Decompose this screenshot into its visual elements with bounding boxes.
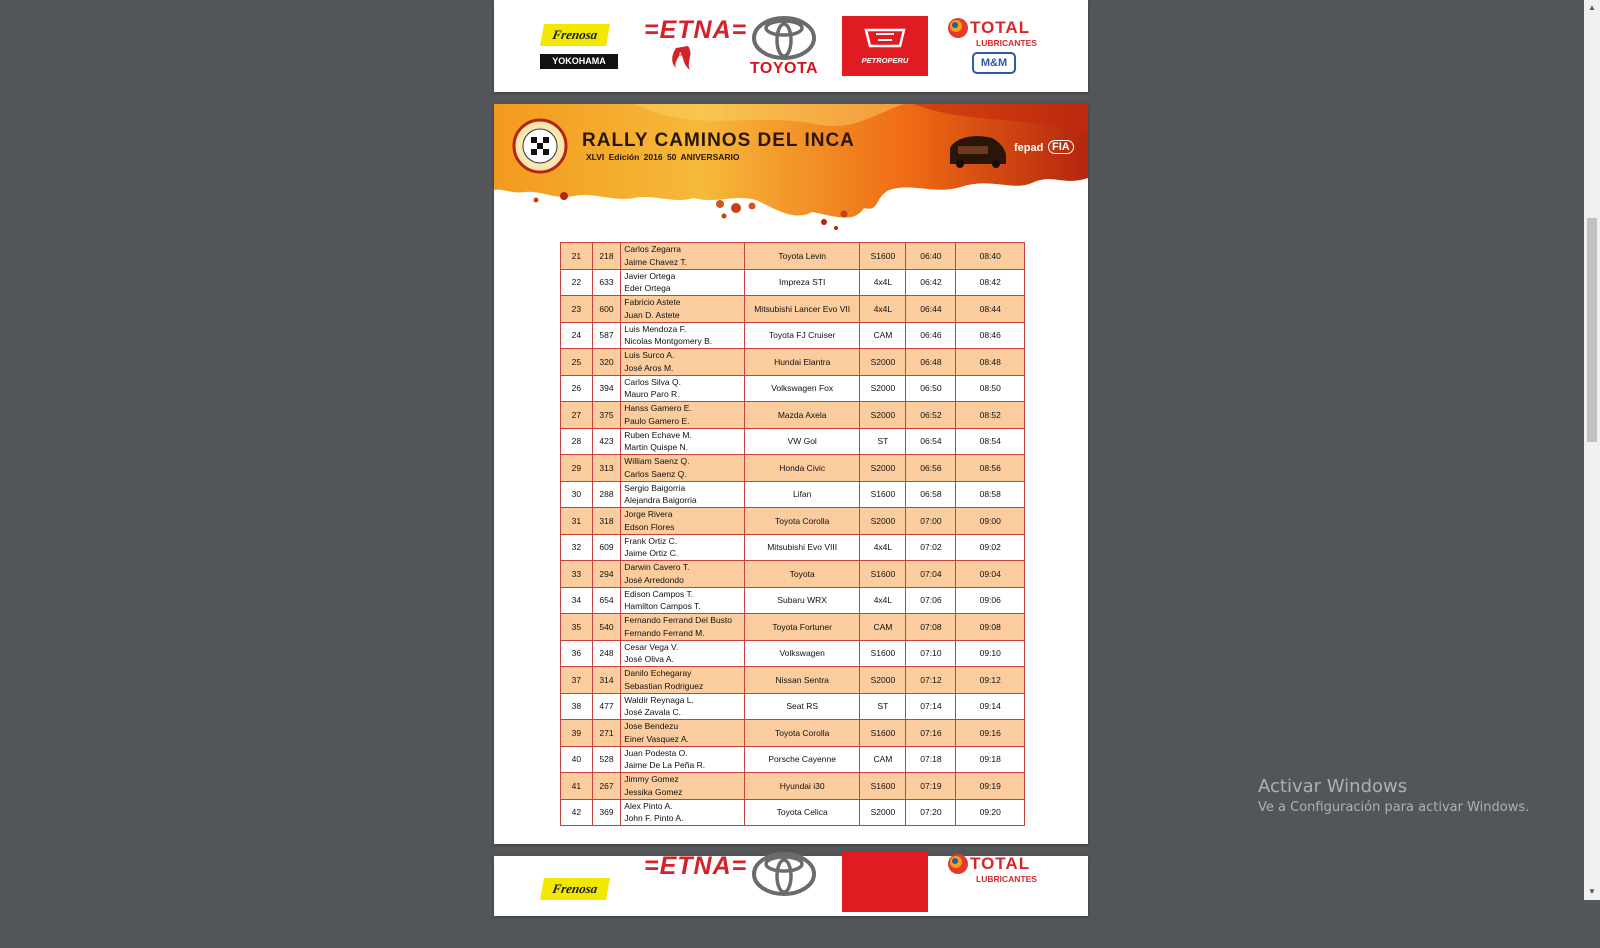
position-cell: 35: [561, 614, 593, 641]
arrival-time-cell: 09:20: [956, 799, 1025, 826]
class-cell: S2000: [860, 799, 906, 826]
codriver-name: Jaime Ortiz C.: [624, 548, 679, 559]
position-cell: 23: [561, 296, 593, 323]
crew-cell: [621, 402, 745, 429]
start-time-cell: 07:19: [906, 773, 956, 800]
driver-name: Fabricio Astete: [624, 297, 681, 308]
car-number-cell: 218: [592, 243, 621, 270]
total-sub-text: LUBRICANTES: [976, 38, 1037, 48]
frenosa-logo: Frenosa: [540, 24, 610, 46]
car-number-cell: 587: [592, 322, 621, 349]
start-time-cell: 07:10: [906, 640, 956, 667]
position-cell: 41: [561, 773, 593, 800]
position-cell: 30: [561, 481, 593, 508]
crew-cell: [621, 667, 745, 694]
pdf-page-bottom: [494, 852, 1088, 916]
pdf-page-main: [494, 104, 1088, 844]
start-time-cell: 07:20: [906, 799, 956, 826]
driver-name: Carlos Zegarra: [624, 244, 681, 255]
total-swirl-icon: [946, 16, 970, 40]
arrival-time-cell: 09:16: [956, 720, 1025, 747]
start-time-cell: 06:44: [906, 296, 956, 323]
arrival-time-cell: 08:46: [956, 322, 1025, 349]
table-row: [561, 561, 1025, 588]
car-model-cell: Porsche Cayenne: [744, 746, 859, 773]
car-model-cell: Mazda Axela: [744, 402, 859, 429]
table-row: [561, 455, 1025, 482]
codriver-name: Jaime De La Peña R.: [624, 760, 706, 771]
class-cell: S1600: [860, 561, 906, 588]
position-cell: 33: [561, 561, 593, 588]
start-time-cell: 06:46: [906, 322, 956, 349]
start-time-cell: 07:00: [906, 508, 956, 535]
car-number-cell: 477: [592, 693, 621, 720]
table-row: [561, 773, 1025, 800]
car-number-cell: 294: [592, 561, 621, 588]
driver-name: Juan Podesta O.: [624, 747, 688, 758]
class-cell: CAM: [860, 746, 906, 773]
codriver-name: Edson Flores: [624, 521, 675, 532]
car-number-cell: 375: [592, 402, 621, 429]
car-model-cell: Honda Civic: [744, 455, 859, 482]
driver-name: Carlos Silva Q.: [624, 376, 681, 387]
codriver-name: Nicolas Montgomery B.: [624, 336, 713, 347]
codriver-name: José Oliva A.: [624, 654, 674, 665]
pdf-page-top: [494, 0, 1088, 92]
table-row: [561, 481, 1025, 508]
driver-name: Danilo Echegaray: [624, 668, 692, 679]
table-row: [561, 720, 1025, 747]
codriver-name: Eder Ortega: [624, 283, 671, 294]
codriver-name: Juan D. Astete: [624, 309, 680, 320]
car-number-cell: 528: [592, 746, 621, 773]
total-logo-text: TOTAL: [970, 18, 1031, 37]
crew-cell: [621, 428, 745, 455]
arrival-time-cell: 08:58: [956, 481, 1025, 508]
position-cell: 37: [561, 667, 593, 694]
car-model-cell: Hyundai i30: [744, 773, 859, 800]
position-cell: 42: [561, 799, 593, 826]
codriver-name: Martin Quispe N.: [624, 442, 689, 453]
codriver-name: John F. Pinto A.: [624, 813, 684, 824]
driver-name: Jorge Rivera: [624, 509, 673, 520]
petroperu-emblem-icon: [842, 16, 928, 56]
arrival-time-cell: 09:02: [956, 534, 1025, 561]
car-number-cell: 248: [592, 640, 621, 667]
codriver-name: José Aros M.: [624, 362, 674, 373]
table-row: [561, 428, 1025, 455]
mm-logo: M&M: [972, 52, 1016, 74]
driver-name: Jose Bendezu: [624, 721, 679, 732]
position-cell: 36: [561, 640, 593, 667]
car-number-cell: 540: [592, 614, 621, 641]
class-cell: S2000: [860, 402, 906, 429]
car-model-cell: Subaru WRX: [744, 587, 859, 614]
crew-cell: [621, 640, 745, 667]
car-model-cell: Nissan Sentra: [744, 667, 859, 694]
table-row: [561, 640, 1025, 667]
table-row: [561, 508, 1025, 535]
etna-flame-icon: [636, 16, 732, 76]
codriver-name: Sebastian Rodriguez: [624, 680, 704, 691]
total-logo-text: TOTAL: [970, 854, 1031, 873]
position-cell: 40: [561, 746, 593, 773]
driver-name: Luis Surco A.: [624, 350, 675, 361]
car-model-cell: Mitsubishi Lancer Evo VII: [744, 296, 859, 323]
start-time-cell: 07:12: [906, 667, 956, 694]
start-time-cell: 06:58: [906, 481, 956, 508]
codriver-name: Jaime Chavez T.: [624, 256, 687, 267]
position-cell: 31: [561, 508, 593, 535]
arrival-time-cell: 09:04: [956, 561, 1025, 588]
driver-name: Waldir Reynaga L.: [624, 694, 694, 705]
start-time-cell: 07:16: [906, 720, 956, 747]
arrival-time-cell: 09:00: [956, 508, 1025, 535]
table-row: [561, 349, 1025, 376]
crew-cell: [621, 561, 745, 588]
car-number-cell: 271: [592, 720, 621, 747]
table-row: [561, 587, 1025, 614]
class-cell: 4x4L: [860, 296, 906, 323]
car-number-cell: 600: [592, 296, 621, 323]
etna-sub-text: IPD: [674, 50, 691, 61]
toyota-emblem-icon: [746, 14, 822, 62]
banner-subtitle: XLVI Edición 2016 50 ANIVERSARIO: [586, 152, 740, 162]
codriver-name: Fernando Ferrand M.: [624, 627, 705, 638]
position-cell: 39: [561, 720, 593, 747]
class-cell: 4x4L: [860, 269, 906, 296]
codriver-name: José Arredondo: [624, 574, 684, 585]
watermark-subtitle: Ve a Configuración para activar Windows.: [1258, 800, 1530, 815]
car-number-cell: 313: [592, 455, 621, 482]
driver-name: Edison Campos T.: [624, 588, 694, 599]
class-cell: ST: [860, 693, 906, 720]
etna-logo-text: =ETNA=: [644, 16, 748, 44]
total-logo: [946, 16, 1042, 76]
car-number-cell: 394: [592, 375, 621, 402]
car-model-cell: Toyota: [744, 561, 859, 588]
start-time-cell: 07:08: [906, 614, 956, 641]
table-row: [561, 799, 1025, 826]
table-row: [561, 746, 1025, 773]
crew-cell: [621, 799, 745, 826]
class-cell: 4x4L: [860, 534, 906, 561]
class-cell: S1600: [860, 481, 906, 508]
class-cell: CAM: [860, 322, 906, 349]
crew-cell: [621, 296, 745, 323]
crew-cell: [621, 455, 745, 482]
crew-cell: [621, 243, 745, 270]
start-time-cell: 07:02: [906, 534, 956, 561]
codriver-name: Jessika Gomez: [624, 786, 683, 797]
toyota-logo-text: TOYOTA: [749, 60, 819, 77]
crew-cell: [621, 534, 745, 561]
car-number-cell: 633: [592, 269, 621, 296]
driver-name: William Saenz Q.: [624, 456, 690, 467]
car-number-cell: 423: [592, 428, 621, 455]
arrival-time-cell: 08:42: [956, 269, 1025, 296]
codriver-name: Alejandra Baigorria: [624, 495, 697, 506]
position-cell: 26: [561, 375, 593, 402]
toyota-logo: [746, 14, 822, 78]
yokohama-logo: YOKOHAMA: [540, 54, 618, 69]
class-cell: S2000: [860, 667, 906, 694]
class-cell: S1600: [860, 640, 906, 667]
watermark-title: Activar Windows: [1258, 776, 1408, 797]
start-time-cell: 06:56: [906, 455, 956, 482]
driver-name: Frank Ortiz C.: [624, 535, 678, 546]
class-cell: ST: [860, 428, 906, 455]
crew-cell: [621, 720, 745, 747]
position-cell: 22: [561, 269, 593, 296]
car-number-cell: 318: [592, 508, 621, 535]
start-time-cell: 07:14: [906, 693, 956, 720]
arrival-time-cell: 08:56: [956, 455, 1025, 482]
class-cell: S2000: [860, 455, 906, 482]
codriver-name: José Zavala C.: [624, 707, 681, 718]
position-cell: 21: [561, 243, 593, 270]
crew-cell: [621, 693, 745, 720]
car-number-cell: 320: [592, 349, 621, 376]
crew-cell: [621, 508, 745, 535]
position-cell: 32: [561, 534, 593, 561]
class-cell: S2000: [860, 349, 906, 376]
arrival-time-cell: 08:52: [956, 402, 1025, 429]
crew-cell: [621, 349, 745, 376]
car-number-cell: 314: [592, 667, 621, 694]
codriver-name: Paulo Gamero E.: [624, 415, 690, 426]
start-time-cell: 06:54: [906, 428, 956, 455]
car-number-cell: 369: [592, 799, 621, 826]
vertical-scrollbar[interactable]: [1584, 0, 1600, 900]
arrival-time-cell: 09:08: [956, 614, 1025, 641]
arrival-time-cell: 09:12: [956, 667, 1025, 694]
start-time-cell: 06:42: [906, 269, 956, 296]
arrival-time-cell: 09:14: [956, 693, 1025, 720]
class-cell: S1600: [860, 720, 906, 747]
start-time-cell: 06:40: [906, 243, 956, 270]
car-number-cell: 654: [592, 587, 621, 614]
table-row: [561, 534, 1025, 561]
driver-name: Luis Mendoza F.: [624, 323, 687, 334]
car-model-cell: Volkswagen: [744, 640, 859, 667]
driver-name: Cesar Vega V.: [624, 641, 679, 652]
petroperu-logo: [842, 16, 928, 76]
start-time-cell: 07:18: [906, 746, 956, 773]
rally-banner: [494, 104, 1088, 238]
table-row: [561, 269, 1025, 296]
crew-cell: [621, 322, 745, 349]
driver-name: Javier Ortega: [624, 270, 676, 281]
arrival-time-cell: 08:48: [956, 349, 1025, 376]
car-model-cell: Toyota Corolla: [744, 720, 859, 747]
driver-name: Sergio Baigorria: [624, 482, 686, 493]
toyota-logo: [746, 850, 822, 914]
position-cell: 28: [561, 428, 593, 455]
etna-logo: [636, 16, 748, 76]
driver-name: Darwin Cavero T.: [624, 562, 690, 573]
codriver-name: Hamilton Campos T.: [624, 601, 701, 612]
fepad-logo: fepad: [1014, 142, 1044, 154]
total-logo: [946, 852, 1042, 912]
automovil-club-emblem-icon: [512, 118, 568, 174]
arrival-time-cell: 09:19: [956, 773, 1025, 800]
crew-cell: [621, 375, 745, 402]
class-cell: S1600: [860, 773, 906, 800]
car-model-cell: Toyota Levin: [744, 243, 859, 270]
car-model-cell: Toyota Fortuner: [744, 614, 859, 641]
codriver-name: Mauro Paro R.: [624, 389, 680, 400]
position-cell: 24: [561, 322, 593, 349]
table-row: [561, 296, 1025, 323]
arrival-time-cell: 08:44: [956, 296, 1025, 323]
arrival-time-cell: 08:54: [956, 428, 1025, 455]
car-model-cell: Toyota Celica: [744, 799, 859, 826]
start-order-table: [560, 242, 1025, 826]
table-row: [561, 375, 1025, 402]
start-time-cell: 06:52: [906, 402, 956, 429]
start-time-cell: 07:06: [906, 587, 956, 614]
table-row: [561, 243, 1025, 270]
scroll-thumb[interactable]: [1587, 218, 1597, 442]
car-model-cell: Toyota FJ Cruiser: [744, 322, 859, 349]
petroperu-logo-text: PETROPERU: [861, 56, 909, 65]
driver-name: Alex Pinto A.: [624, 800, 673, 811]
fia-logo: FIA: [1048, 140, 1074, 154]
arrival-time-cell: 09:10: [956, 640, 1025, 667]
scroll-up-arrow-icon[interactable]: ▲: [1588, 3, 1596, 12]
arrival-time-cell: 08:40: [956, 243, 1025, 270]
position-cell: 29: [561, 455, 593, 482]
car-model-cell: Toyota Corolla: [744, 508, 859, 535]
codriver-name: Carlos Saenz Q.: [624, 468, 687, 479]
driver-name: Hanss Gamero E.: [624, 403, 692, 414]
start-time-cell: 06:50: [906, 375, 956, 402]
petroperu-logo: [842, 852, 928, 912]
table-row: [561, 667, 1025, 694]
position-cell: 38: [561, 693, 593, 720]
position-cell: 34: [561, 587, 593, 614]
crew-cell: [621, 269, 745, 296]
class-cell: 4x4L: [860, 587, 906, 614]
class-cell: S2000: [860, 375, 906, 402]
frenosa-logo: Frenosa: [540, 878, 610, 900]
car-model-cell: Seat RS: [744, 693, 859, 720]
codriver-name: Einer Vasquez A.: [624, 733, 689, 744]
sponsor-strip: [494, 0, 1088, 92]
toyota-emblem-icon: [746, 850, 822, 898]
table-row: [561, 693, 1025, 720]
car-model-cell: Lifan: [744, 481, 859, 508]
driver-name: Fernando Ferrand Del Busto: [624, 615, 733, 626]
car-model-cell: Mitsubishi Evo VIII: [744, 534, 859, 561]
table-row: [561, 322, 1025, 349]
class-cell: CAM: [860, 614, 906, 641]
car-model-cell: Hundai Elantra: [744, 349, 859, 376]
banner-title: RALLY CAMINOS DEL INCA: [582, 130, 855, 151]
car-number-cell: 267: [592, 773, 621, 800]
position-cell: 25: [561, 349, 593, 376]
start-time-cell: 07:04: [906, 561, 956, 588]
arrival-time-cell: 08:50: [956, 375, 1025, 402]
crew-cell: [621, 481, 745, 508]
car-model-cell: Volkswagen Fox: [744, 375, 859, 402]
banner-background: [494, 104, 1088, 238]
driver-name: Jimmy Gomez: [624, 774, 679, 785]
class-cell: S1600: [860, 243, 906, 270]
class-cell: S2000: [860, 508, 906, 535]
windows-activation-watermark: [1258, 776, 1529, 815]
crew-cell: [621, 587, 745, 614]
position-cell: 27: [561, 402, 593, 429]
car-number-cell: 288: [592, 481, 621, 508]
etna-logo-text: =ETNA=: [644, 852, 748, 880]
car-number-cell: 609: [592, 534, 621, 561]
car-model-cell: Impreza STI: [744, 269, 859, 296]
crew-cell: [621, 773, 745, 800]
scroll-down-arrow-icon[interactable]: ▼: [1588, 887, 1596, 896]
sponsor-strip-bottom: [494, 852, 1088, 948]
start-order-table-body: [561, 243, 1025, 826]
driver-name: Ruben Echave M.: [624, 429, 692, 440]
total-sub-text: LUBRICANTES: [976, 874, 1037, 884]
start-time-cell: 06:48: [906, 349, 956, 376]
total-swirl-icon: [946, 852, 970, 876]
car-model-cell: VW Gol: [744, 428, 859, 455]
crew-cell: [621, 614, 745, 641]
arrival-time-cell: 09:18: [956, 746, 1025, 773]
arrival-time-cell: 09:06: [956, 587, 1025, 614]
table-row: [561, 614, 1025, 641]
etna-logo: [636, 852, 748, 912]
crew-cell: [621, 746, 745, 773]
table-row: [561, 402, 1025, 429]
